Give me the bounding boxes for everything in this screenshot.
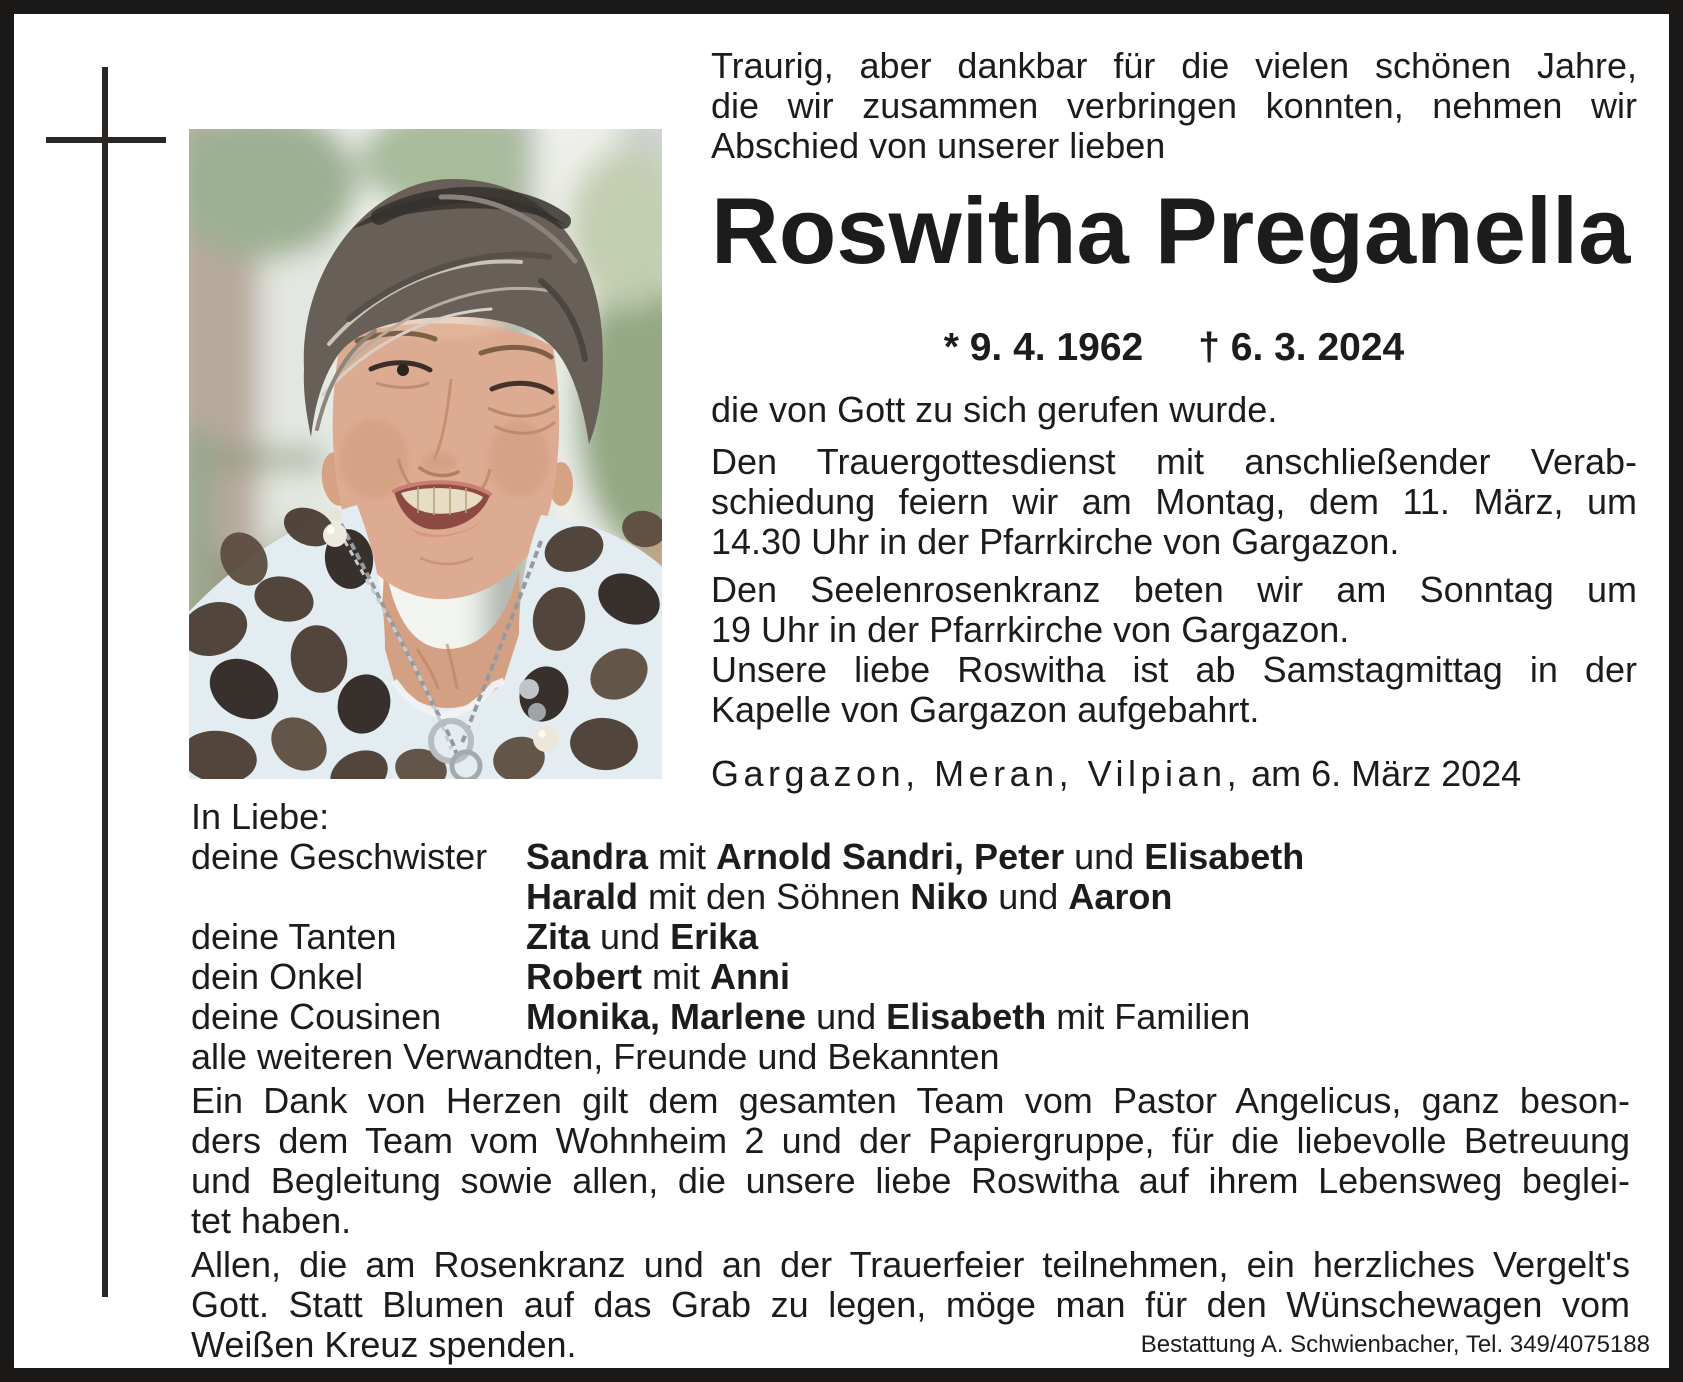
family-member-name: Aaron [1068, 876, 1173, 917]
family-row [191, 917, 1630, 957]
funeral-service-text [711, 442, 1637, 562]
family-names [526, 997, 1630, 1037]
dateline-places: Gargazon, Meran, Vilpian, [711, 753, 1242, 794]
thanks-text [191, 1081, 1630, 1241]
family-connector-text: und [988, 876, 1069, 917]
family-row [191, 877, 1630, 917]
family-member-name: Zita [526, 916, 591, 957]
text-line: 14.30 Uhr in der Pfarrkirche von Gargazon. [711, 521, 1400, 562]
text-line: Kapelle von Gargazon aufgebahrt. [711, 689, 1260, 730]
family-connector-text: mit [648, 836, 717, 877]
dateline-date: am 6. März 2024 [1241, 753, 1522, 794]
text-line: Traurig, aber dankbar für die vielen schönen Jahre, [711, 45, 1637, 86]
repose-text [711, 650, 1637, 730]
text-line: Unsere liebe Roswitha ist ab Samstagmittag in der [711, 649, 1637, 690]
family-names [526, 877, 1630, 917]
family-row [191, 957, 1630, 997]
family-list [191, 837, 1630, 1037]
text-line: schiedung feiern wir am Montag, dem 11. März, um [711, 481, 1637, 522]
family-names [526, 917, 1630, 957]
text-line: Den Trauergottesdienst mit anschließender Verab- [711, 441, 1637, 482]
family-member-name: Elisabeth [886, 996, 1047, 1037]
birth-date: * 9. 4. 1962 [943, 326, 1144, 369]
text-line: Abschied von unserer lieben [711, 125, 1166, 166]
family-member-name: Robert [526, 956, 642, 997]
life-dates [711, 328, 1637, 368]
family-relation-label: deine Tanten [191, 916, 397, 957]
text-line: die von Gott zu sich gerufen wurde. [711, 389, 1278, 430]
family-member-name: Monika, Marlene [526, 996, 807, 1037]
family-member-name: Niko [910, 876, 989, 917]
text-line: Ein Dank von Herzen gilt dem gesamten Team vom Pastor Angelicus, ganz beson- [191, 1080, 1630, 1121]
family-member-name: Arnold Sandri, Peter [716, 836, 1065, 877]
text-line: und Begleitung sowie allen, die unsere liebe Roswitha auf ihrem Lebensweg beglei- [191, 1160, 1630, 1201]
family-member-name: Erika [670, 916, 759, 957]
family-row [191, 837, 1630, 877]
text-line: Den Seelenrosenkranz beten wir am Sonntag um [711, 569, 1637, 610]
opening-text [711, 46, 1637, 166]
family-relation-label: deine Geschwister [191, 836, 488, 877]
text-line: Weißen Kreuz spenden. [191, 1324, 577, 1365]
family-connector-text: mit den Söhnen [638, 876, 911, 917]
family-member-name: Anni [710, 956, 790, 997]
notice-text-column [711, 46, 1637, 794]
text-line: tet haben. [191, 1200, 352, 1241]
funeral-home-info: Bestattung A. Schwienbacher, Tel. 349/4075188 [1140, 1331, 1650, 1358]
family-relation-label: dein Onkel [191, 956, 364, 997]
family-row [191, 997, 1630, 1037]
cross-horizontal-bar [46, 137, 166, 143]
cross-vertical-bar [102, 67, 108, 1297]
in-love-heading: In Liebe: [191, 796, 330, 837]
portrait-photo [189, 129, 662, 779]
rosary-text [711, 570, 1637, 650]
deceased-name: Roswitha Preganella [711, 178, 1631, 283]
family-member-name: Harald [526, 876, 639, 917]
family-text-column [191, 797, 1630, 1365]
text-line: 19 Uhr in der Pfarrkirche von Gargazon. [711, 609, 1350, 650]
family-member-name: Elisabeth [1144, 836, 1305, 877]
family-relation-label [191, 877, 526, 917]
called-by-god-text [711, 390, 1637, 430]
family-connector-text: mit Familien [1046, 996, 1251, 1037]
family-connector-text: und [806, 996, 887, 1037]
death-date: † 6. 3. 2024 [1198, 326, 1405, 369]
family-names [526, 837, 1630, 877]
text-line: ders dem Team vom Wohnheim 2 und der Papiergruppe, für die liebevolle Betreuung [191, 1120, 1630, 1161]
family-names [526, 957, 1630, 997]
family-member-name: Sandra [526, 836, 649, 877]
portrait-photo-illustration [189, 129, 662, 779]
family-connector-text: und [590, 916, 671, 957]
family-connector-text: und [1064, 836, 1145, 877]
other-relatives-text: alle weiteren Verwandten, Freunde und Bekannten [191, 1036, 1000, 1077]
text-line: Allen, die am Rosenkranz und an der Trauerfeier teilnehmen, ein herzliches Vergelt's [191, 1244, 1630, 1285]
text-line: die wir zusammen verbringen konnten, nehmen wir [711, 85, 1637, 126]
family-connector-text: mit [642, 956, 710, 997]
text-line: Gott. Statt Blumen auf das Grab zu legen, möge man für den Wünschewagen vom [191, 1284, 1630, 1325]
family-relation-label: deine Cousinen [191, 996, 442, 1037]
dateline [711, 754, 1637, 794]
